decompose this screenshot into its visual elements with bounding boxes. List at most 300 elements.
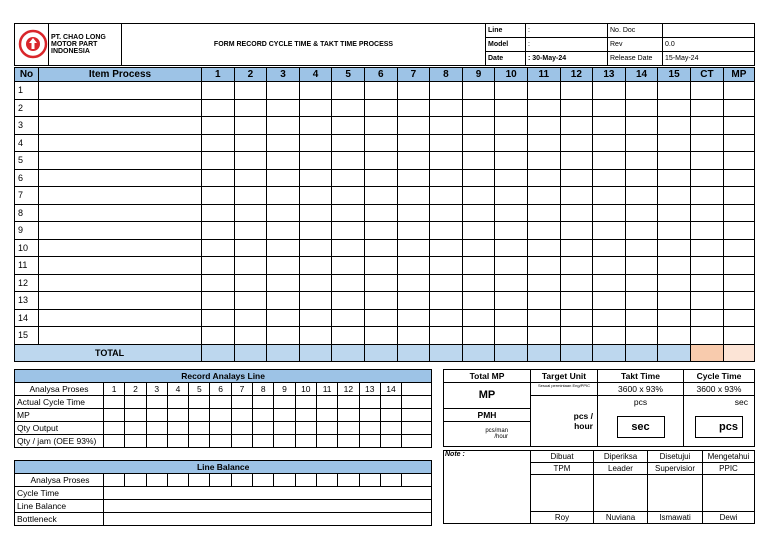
time-cell[interactable] xyxy=(202,117,235,135)
time-cell[interactable] xyxy=(234,152,267,170)
time-cell[interactable] xyxy=(299,187,332,205)
time-cell[interactable] xyxy=(299,99,332,117)
time-cell[interactable] xyxy=(560,187,593,205)
record-cell[interactable] xyxy=(231,409,252,422)
time-cell[interactable] xyxy=(527,274,560,292)
cycle-result[interactable] xyxy=(684,408,755,446)
time-cell[interactable] xyxy=(462,187,495,205)
ct-cell[interactable] xyxy=(690,309,723,327)
time-cell[interactable] xyxy=(397,134,430,152)
time-cell[interactable] xyxy=(234,309,267,327)
time-cell[interactable] xyxy=(234,222,267,240)
time-cell[interactable] xyxy=(658,82,691,100)
line-balance-cell[interactable] xyxy=(104,487,432,500)
time-cell[interactable] xyxy=(332,134,365,152)
time-cell[interactable] xyxy=(462,204,495,222)
item-process-cell[interactable] xyxy=(39,204,202,222)
time-cell[interactable] xyxy=(430,117,463,135)
ct-cell[interactable] xyxy=(690,222,723,240)
record-cell[interactable] xyxy=(316,396,337,409)
signature-dibuat[interactable] xyxy=(531,475,594,512)
time-cell[interactable] xyxy=(560,274,593,292)
time-cell[interactable] xyxy=(202,204,235,222)
line-balance-cell[interactable] xyxy=(146,474,167,487)
time-cell[interactable] xyxy=(527,187,560,205)
time-cell[interactable] xyxy=(560,152,593,170)
signature-disetujui[interactable] xyxy=(648,475,703,512)
time-cell[interactable] xyxy=(364,274,397,292)
time-cell[interactable] xyxy=(625,82,658,100)
line-balance-cell[interactable] xyxy=(402,474,432,487)
ct-cell[interactable] xyxy=(690,274,723,292)
time-cell[interactable] xyxy=(397,292,430,310)
time-cell[interactable] xyxy=(332,152,365,170)
time-cell[interactable] xyxy=(560,292,593,310)
record-cell[interactable] xyxy=(316,422,337,435)
total-cell[interactable] xyxy=(430,344,463,361)
time-cell[interactable] xyxy=(299,204,332,222)
time-cell[interactable] xyxy=(462,134,495,152)
time-cell[interactable] xyxy=(658,327,691,345)
record-cell[interactable] xyxy=(274,396,295,409)
record-cell[interactable] xyxy=(295,422,316,435)
record-cell[interactable] xyxy=(253,409,274,422)
mp-cell[interactable] xyxy=(723,187,754,205)
record-cell[interactable] xyxy=(338,409,359,422)
ct-cell[interactable] xyxy=(690,257,723,275)
record-cell[interactable] xyxy=(316,409,337,422)
time-cell[interactable] xyxy=(234,99,267,117)
time-cell[interactable] xyxy=(462,239,495,257)
record-cell[interactable] xyxy=(146,422,167,435)
time-cell[interactable] xyxy=(625,292,658,310)
time-cell[interactable] xyxy=(299,222,332,240)
time-cell[interactable] xyxy=(364,82,397,100)
time-cell[interactable] xyxy=(397,204,430,222)
time-cell[interactable] xyxy=(625,152,658,170)
note-field[interactable]: Note : xyxy=(444,451,531,524)
record-cell[interactable] xyxy=(146,435,167,448)
record-cell[interactable] xyxy=(146,409,167,422)
record-cell[interactable] xyxy=(253,422,274,435)
time-cell[interactable] xyxy=(267,274,300,292)
date-value[interactable]: : 30-May-24 xyxy=(526,52,608,66)
record-cell[interactable] xyxy=(210,409,231,422)
time-cell[interactable] xyxy=(625,327,658,345)
record-cell[interactable] xyxy=(380,396,401,409)
time-cell[interactable] xyxy=(202,152,235,170)
time-cell[interactable] xyxy=(397,222,430,240)
record-cell[interactable] xyxy=(167,422,188,435)
time-cell[interactable] xyxy=(593,152,626,170)
time-cell[interactable] xyxy=(364,99,397,117)
item-process-cell[interactable] xyxy=(39,99,202,117)
mp-cell[interactable] xyxy=(723,274,754,292)
time-cell[interactable] xyxy=(625,309,658,327)
time-cell[interactable] xyxy=(364,309,397,327)
time-cell[interactable] xyxy=(625,169,658,187)
time-cell[interactable] xyxy=(397,82,430,100)
time-cell[interactable] xyxy=(560,257,593,275)
mp-cell[interactable] xyxy=(723,169,754,187)
record-cell[interactable] xyxy=(189,409,210,422)
time-cell[interactable] xyxy=(267,169,300,187)
record-cell[interactable] xyxy=(231,435,252,448)
time-cell[interactable] xyxy=(462,274,495,292)
line-balance-cell[interactable] xyxy=(316,474,337,487)
time-cell[interactable] xyxy=(527,134,560,152)
time-cell[interactable] xyxy=(234,257,267,275)
record-cell[interactable] xyxy=(104,396,125,409)
line-balance-cell[interactable] xyxy=(295,474,316,487)
time-cell[interactable] xyxy=(495,169,528,187)
time-cell[interactable] xyxy=(267,134,300,152)
time-cell[interactable] xyxy=(593,327,626,345)
time-cell[interactable] xyxy=(593,117,626,135)
time-cell[interactable] xyxy=(560,169,593,187)
mp-cell[interactable] xyxy=(723,152,754,170)
time-cell[interactable] xyxy=(364,134,397,152)
record-cell[interactable] xyxy=(189,396,210,409)
record-cell[interactable] xyxy=(253,435,274,448)
line-balance-cell[interactable] xyxy=(189,474,210,487)
mp-cell[interactable] xyxy=(723,134,754,152)
time-cell[interactable] xyxy=(560,204,593,222)
time-cell[interactable] xyxy=(658,152,691,170)
time-cell[interactable] xyxy=(364,292,397,310)
time-cell[interactable] xyxy=(495,274,528,292)
time-cell[interactable] xyxy=(527,239,560,257)
time-cell[interactable] xyxy=(527,152,560,170)
line-balance-cell[interactable] xyxy=(167,474,188,487)
ct-cell[interactable] xyxy=(690,327,723,345)
record-cell[interactable] xyxy=(316,435,337,448)
target-unit-value[interactable] xyxy=(531,396,598,447)
time-cell[interactable] xyxy=(267,99,300,117)
time-cell[interactable] xyxy=(462,99,495,117)
time-cell[interactable] xyxy=(560,134,593,152)
record-cell[interactable] xyxy=(380,409,401,422)
mp-cell[interactable] xyxy=(723,117,754,135)
total-cell[interactable] xyxy=(560,344,593,361)
time-cell[interactable] xyxy=(299,257,332,275)
time-cell[interactable] xyxy=(430,169,463,187)
time-cell[interactable] xyxy=(625,187,658,205)
item-process-cell[interactable] xyxy=(39,257,202,275)
time-cell[interactable] xyxy=(560,117,593,135)
time-cell[interactable] xyxy=(234,327,267,345)
signature-mengetahui[interactable] xyxy=(703,475,755,512)
ct-cell[interactable] xyxy=(690,187,723,205)
total-cell[interactable] xyxy=(202,344,235,361)
doc-value[interactable] xyxy=(663,24,755,38)
time-cell[interactable] xyxy=(658,292,691,310)
time-cell[interactable] xyxy=(560,222,593,240)
time-cell[interactable] xyxy=(495,117,528,135)
mp-cell[interactable] xyxy=(723,309,754,327)
time-cell[interactable] xyxy=(234,187,267,205)
total-cell[interactable] xyxy=(397,344,430,361)
time-cell[interactable] xyxy=(332,99,365,117)
record-cell[interactable] xyxy=(402,435,432,448)
time-cell[interactable] xyxy=(560,82,593,100)
mp-cell[interactable] xyxy=(723,99,754,117)
time-cell[interactable] xyxy=(658,204,691,222)
record-cell[interactable] xyxy=(189,435,210,448)
line-balance-cell[interactable] xyxy=(125,474,146,487)
record-cell[interactable] xyxy=(210,396,231,409)
time-cell[interactable] xyxy=(625,99,658,117)
time-cell[interactable] xyxy=(234,82,267,100)
total-cell[interactable] xyxy=(299,344,332,361)
mp-cell[interactable] xyxy=(723,204,754,222)
item-process-cell[interactable] xyxy=(39,187,202,205)
time-cell[interactable] xyxy=(364,152,397,170)
record-cell[interactable] xyxy=(167,409,188,422)
time-cell[interactable] xyxy=(332,309,365,327)
time-cell[interactable] xyxy=(267,204,300,222)
ct-cell[interactable] xyxy=(690,292,723,310)
ct-cell[interactable] xyxy=(690,82,723,100)
record-cell[interactable] xyxy=(274,409,295,422)
record-cell[interactable] xyxy=(295,396,316,409)
time-cell[interactable] xyxy=(527,99,560,117)
time-cell[interactable] xyxy=(202,309,235,327)
line-balance-cell[interactable] xyxy=(104,474,125,487)
time-cell[interactable] xyxy=(397,152,430,170)
record-cell[interactable] xyxy=(125,422,146,435)
item-process-cell[interactable] xyxy=(39,134,202,152)
time-cell[interactable] xyxy=(332,239,365,257)
mp-cell[interactable] xyxy=(723,257,754,275)
item-process-cell[interactable] xyxy=(39,152,202,170)
time-cell[interactable] xyxy=(332,222,365,240)
rev-value[interactable]: 0.0 xyxy=(663,38,755,52)
record-cell[interactable] xyxy=(146,396,167,409)
line-balance-cell[interactable] xyxy=(274,474,295,487)
time-cell[interactable] xyxy=(267,222,300,240)
time-cell[interactable] xyxy=(299,82,332,100)
line-balance-cell[interactable] xyxy=(231,474,252,487)
time-cell[interactable] xyxy=(332,327,365,345)
record-cell[interactable] xyxy=(189,422,210,435)
record-cell[interactable] xyxy=(104,435,125,448)
line-balance-cell[interactable] xyxy=(380,474,401,487)
time-cell[interactable] xyxy=(332,169,365,187)
total-cell[interactable] xyxy=(462,344,495,361)
item-process-cell[interactable] xyxy=(39,292,202,310)
time-cell[interactable] xyxy=(658,187,691,205)
mp-cell[interactable] xyxy=(723,82,754,100)
total-cell[interactable] xyxy=(495,344,528,361)
total-cell[interactable] xyxy=(658,344,691,361)
time-cell[interactable] xyxy=(495,257,528,275)
time-cell[interactable] xyxy=(299,117,332,135)
time-cell[interactable] xyxy=(397,117,430,135)
time-cell[interactable] xyxy=(332,117,365,135)
time-cell[interactable] xyxy=(234,169,267,187)
time-cell[interactable] xyxy=(495,239,528,257)
record-cell[interactable] xyxy=(295,409,316,422)
record-cell[interactable] xyxy=(380,422,401,435)
time-cell[interactable] xyxy=(527,204,560,222)
time-cell[interactable] xyxy=(397,274,430,292)
ct-cell[interactable] xyxy=(690,117,723,135)
pmh-unit[interactable] xyxy=(444,421,531,446)
total-cell[interactable] xyxy=(234,344,267,361)
item-process-cell[interactable] xyxy=(39,274,202,292)
time-cell[interactable] xyxy=(299,327,332,345)
time-cell[interactable] xyxy=(299,239,332,257)
time-cell[interactable] xyxy=(495,187,528,205)
time-cell[interactable] xyxy=(397,327,430,345)
time-cell[interactable] xyxy=(430,99,463,117)
time-cell[interactable] xyxy=(267,117,300,135)
time-cell[interactable] xyxy=(202,257,235,275)
time-cell[interactable] xyxy=(299,152,332,170)
record-cell[interactable] xyxy=(338,422,359,435)
time-cell[interactable] xyxy=(462,327,495,345)
record-cell[interactable] xyxy=(380,435,401,448)
time-cell[interactable] xyxy=(527,327,560,345)
time-cell[interactable] xyxy=(430,187,463,205)
ct-cell[interactable] xyxy=(690,169,723,187)
time-cell[interactable] xyxy=(527,309,560,327)
time-cell[interactable] xyxy=(202,99,235,117)
time-cell[interactable] xyxy=(527,82,560,100)
total-cell[interactable] xyxy=(364,344,397,361)
release-value[interactable]: 15-May-24 xyxy=(663,52,755,66)
time-cell[interactable] xyxy=(593,239,626,257)
time-cell[interactable] xyxy=(593,99,626,117)
time-cell[interactable] xyxy=(332,204,365,222)
time-cell[interactable] xyxy=(495,327,528,345)
time-cell[interactable] xyxy=(658,222,691,240)
time-cell[interactable] xyxy=(397,187,430,205)
time-cell[interactable] xyxy=(462,169,495,187)
mp-cell[interactable] xyxy=(723,292,754,310)
record-cell[interactable] xyxy=(104,422,125,435)
time-cell[interactable] xyxy=(299,134,332,152)
ct-cell[interactable] xyxy=(690,239,723,257)
time-cell[interactable] xyxy=(495,134,528,152)
time-cell[interactable] xyxy=(202,134,235,152)
time-cell[interactable] xyxy=(267,239,300,257)
time-cell[interactable] xyxy=(267,152,300,170)
record-cell[interactable] xyxy=(359,396,380,409)
time-cell[interactable] xyxy=(364,117,397,135)
signature-diperiksa[interactable] xyxy=(594,475,648,512)
time-cell[interactable] xyxy=(234,274,267,292)
time-cell[interactable] xyxy=(234,204,267,222)
item-process-cell[interactable] xyxy=(39,239,202,257)
item-process-cell[interactable] xyxy=(39,117,202,135)
record-cell[interactable] xyxy=(274,435,295,448)
time-cell[interactable] xyxy=(267,327,300,345)
time-cell[interactable] xyxy=(332,257,365,275)
mp-cell[interactable] xyxy=(723,239,754,257)
time-cell[interactable] xyxy=(560,239,593,257)
time-cell[interactable] xyxy=(495,204,528,222)
time-cell[interactable] xyxy=(625,204,658,222)
mp-cell[interactable] xyxy=(723,222,754,240)
time-cell[interactable] xyxy=(658,99,691,117)
time-cell[interactable] xyxy=(430,239,463,257)
record-cell[interactable] xyxy=(338,435,359,448)
time-cell[interactable] xyxy=(658,134,691,152)
record-cell[interactable] xyxy=(125,409,146,422)
time-cell[interactable] xyxy=(267,257,300,275)
time-cell[interactable] xyxy=(593,222,626,240)
time-cell[interactable] xyxy=(332,292,365,310)
item-process-cell[interactable] xyxy=(39,327,202,345)
item-process-cell[interactable] xyxy=(39,169,202,187)
time-cell[interactable] xyxy=(234,117,267,135)
time-cell[interactable] xyxy=(593,274,626,292)
time-cell[interactable] xyxy=(202,292,235,310)
time-cell[interactable] xyxy=(625,134,658,152)
time-cell[interactable] xyxy=(430,82,463,100)
time-cell[interactable] xyxy=(397,169,430,187)
time-cell[interactable] xyxy=(495,222,528,240)
time-cell[interactable] xyxy=(364,204,397,222)
line-balance-cell[interactable] xyxy=(210,474,231,487)
record-cell[interactable] xyxy=(104,409,125,422)
total-cell[interactable] xyxy=(527,344,560,361)
record-cell[interactable] xyxy=(359,435,380,448)
time-cell[interactable] xyxy=(234,239,267,257)
total-cell[interactable] xyxy=(625,344,658,361)
record-cell[interactable] xyxy=(359,409,380,422)
time-cell[interactable] xyxy=(495,309,528,327)
time-cell[interactable] xyxy=(527,292,560,310)
item-process-cell[interactable] xyxy=(39,82,202,100)
time-cell[interactable] xyxy=(332,82,365,100)
time-cell[interactable] xyxy=(527,257,560,275)
record-cell[interactable] xyxy=(210,422,231,435)
model-value[interactable]: : xyxy=(526,38,608,52)
time-cell[interactable] xyxy=(202,274,235,292)
time-cell[interactable] xyxy=(495,152,528,170)
time-cell[interactable] xyxy=(560,327,593,345)
record-cell[interactable] xyxy=(402,409,432,422)
time-cell[interactable] xyxy=(430,327,463,345)
time-cell[interactable] xyxy=(364,239,397,257)
record-cell[interactable] xyxy=(167,396,188,409)
total-cell[interactable] xyxy=(332,344,365,361)
record-cell[interactable] xyxy=(125,396,146,409)
time-cell[interactable] xyxy=(593,292,626,310)
time-cell[interactable] xyxy=(658,309,691,327)
time-cell[interactable] xyxy=(430,292,463,310)
record-cell[interactable] xyxy=(125,435,146,448)
time-cell[interactable] xyxy=(625,117,658,135)
record-cell[interactable] xyxy=(253,396,274,409)
line-balance-cell[interactable] xyxy=(104,500,432,513)
time-cell[interactable] xyxy=(364,327,397,345)
line-value[interactable]: : xyxy=(526,24,608,38)
time-cell[interactable] xyxy=(658,257,691,275)
time-cell[interactable] xyxy=(430,204,463,222)
time-cell[interactable] xyxy=(202,187,235,205)
line-balance-cell[interactable] xyxy=(338,474,359,487)
time-cell[interactable] xyxy=(593,169,626,187)
time-cell[interactable] xyxy=(299,274,332,292)
time-cell[interactable] xyxy=(267,309,300,327)
time-cell[interactable] xyxy=(560,99,593,117)
time-cell[interactable] xyxy=(430,152,463,170)
time-cell[interactable] xyxy=(202,82,235,100)
